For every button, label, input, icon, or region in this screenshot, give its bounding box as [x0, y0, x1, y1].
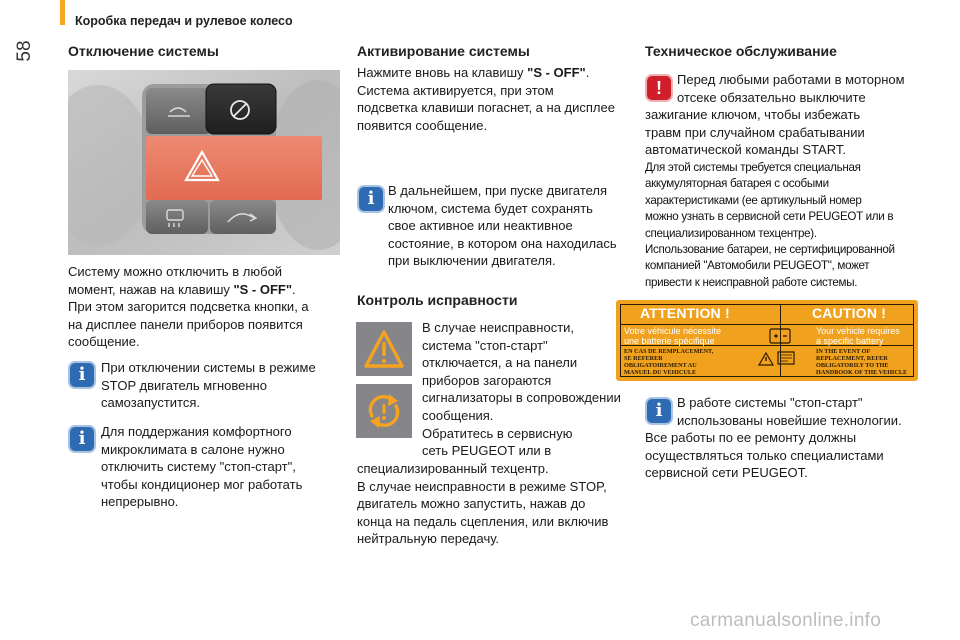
text-line: компанией "Автомобили PEUGEOT", может — [645, 259, 870, 273]
info-note-climate — [101, 423, 302, 511]
maintenance-warning-full — [645, 106, 865, 159]
warning-triangle-icon — [356, 322, 412, 376]
text-line: осуществляться только специалистами — [645, 447, 884, 463]
text-line: характеристиками (ее артикульный номер — [645, 193, 862, 207]
info-icon: i — [68, 361, 96, 389]
text-line: свое активное или неактивное — [388, 218, 573, 234]
text-line: травм при случайном срабатывании — [645, 124, 865, 140]
battery-warning-sticker — [616, 300, 918, 381]
text-line: Для поддержания комфортного — [101, 424, 292, 439]
sticker-en-lead: Your vehicle requires a specific battery — [816, 326, 900, 346]
text-line: аккумуляторная батарея с особыми — [645, 177, 829, 191]
text-line: STOP двигатель мгновенно — [101, 377, 267, 393]
text-line: В случае неисправности, — [422, 320, 575, 335]
text-line: можно узнать в сервисной сети PEUGEOT или в — [645, 210, 894, 224]
text-line: Использование батареи, не сертифицированной — [645, 243, 895, 257]
sticker-en-fine: IN THE EVENT OF REPLACEMENT, REFER OBLIGATORILY TO THE HANDBOOK OF THE VEHICLE — [816, 348, 908, 376]
text-line: Нажмите вновь на клавишу "S - OFF". — [357, 65, 590, 80]
text-line: отключается, а на панели — [422, 355, 578, 371]
text-line: момент, нажав на клавишу "S - OFF". — [68, 281, 296, 297]
text-line: В работе системы "стоп-старт" — [677, 395, 863, 410]
text-line: автоматической команды START. — [645, 142, 846, 158]
text-line: Перед любыми работами в моторном — [677, 72, 905, 87]
page-number: 58 — [14, 40, 35, 62]
info-icon: i — [68, 425, 96, 453]
disable-paragraph — [68, 263, 309, 351]
text-line: сигнализаторы в сопровождении — [422, 390, 621, 406]
info-note-key-start — [388, 182, 617, 270]
info-note-auto-restart — [101, 359, 316, 412]
text-line: специализированный техцентр. — [357, 461, 549, 476]
warning-triangle-tile — [356, 322, 412, 376]
technology-note-indented — [677, 394, 902, 429]
battery-pictogram-icon — [756, 327, 804, 373]
text-line: Систему можно отключить в любой — [68, 264, 283, 279]
heading-activate-system: Активирование системы — [357, 43, 530, 59]
fault-paragraph-full — [357, 460, 608, 548]
text-line: отсеке обязательно выключите — [677, 89, 866, 105]
key-label: "S - OFF" — [233, 281, 293, 297]
text-line: состояние, в котором она находилась — [388, 235, 617, 251]
section-accent-bar — [60, 0, 65, 25]
text-line: Все работы по ее ремонту должны — [645, 430, 857, 445]
key-label: "S - OFF" — [527, 65, 586, 80]
text-line: В случае неисправности в режиме STOP, — [357, 478, 607, 494]
text-line: приборов загораются — [422, 372, 552, 388]
text-line: система "стоп-старт" — [422, 337, 548, 353]
text-line: сообщения. — [422, 407, 494, 423]
text-line: при выключении двигателя. — [388, 253, 556, 269]
text-line: конца на педаль сцепления, или включив — [357, 513, 609, 529]
text-line: использованы новейшие технологии. — [677, 412, 902, 428]
sticker-fr-fine: EN CAS DE REMPLACEMENT, SE REFERER OBLIGATOIREMENT AU MANUEL DU VEHICULE — [624, 348, 714, 376]
text-line: сеть PEUGEOT или в — [422, 443, 552, 459]
info-icon: i — [645, 397, 673, 425]
activate-paragraph — [357, 64, 615, 134]
stop-start-fault-icon — [356, 384, 412, 438]
sticker-attention: ATTENTION ! — [640, 305, 730, 321]
text-line: При этом загорится подсветка кнопки, а — [68, 299, 309, 315]
info-icon: i — [357, 185, 385, 213]
text-line: подсветка клавиши погаснет, а на дисплее — [357, 100, 615, 116]
text-line: непрерывно. — [101, 494, 179, 510]
stop-start-fault-tile — [356, 384, 412, 438]
warning-icon: ! — [645, 74, 673, 102]
text-line: микроклимата в салоне нужно — [101, 441, 285, 457]
sticker-fr-lead: Votre véhicule nécessite une batterie spécifique — [624, 326, 722, 346]
fault-paragraph-indented — [422, 319, 621, 460]
text-line: самозапустится. — [101, 395, 201, 411]
heading-disable-system: Отключение системы — [68, 43, 219, 59]
text-line: на дисплее панели приборов появится — [68, 316, 303, 332]
text-line: отключить систему "стоп-старт", — [101, 459, 296, 475]
text-line: Для этой системы требуется специальная — [645, 161, 861, 174]
text-line: зажигание ключом, чтобы избежать — [645, 107, 861, 122]
text-line: привести к неисправной работе системы. — [645, 275, 858, 289]
dashboard-buttons-photo — [68, 70, 340, 255]
text-line: специализированном техцентре). — [645, 226, 817, 240]
text-line: сервисной сети PEUGEOT. — [645, 465, 808, 481]
text-line: Система активируется, при этом — [357, 82, 554, 98]
text-line: двигатель можно запустить, нажав до — [357, 496, 586, 512]
text-line: сообщение. — [68, 334, 140, 350]
section-title: Коробка передач и рулевое колесо — [75, 14, 293, 28]
sticker-caution: CAUTION ! — [812, 305, 887, 321]
heading-maintenance: Техническое обслуживание — [645, 43, 837, 59]
text-line: В дальнейшем, при пуске двигателя — [388, 183, 608, 198]
battery-requirements-text — [645, 160, 895, 291]
maintenance-warning-indented — [677, 71, 905, 106]
text-line: чтобы кондиционер мог работать — [101, 476, 303, 492]
text-line: При отключении системы в режиме — [101, 360, 316, 375]
text-line: появится сообщение. — [357, 117, 488, 133]
watermark: carmanualsonline.info — [690, 610, 882, 631]
text-line: ключом, система будет сохранять — [388, 200, 593, 216]
text-line: Обратитесь в сервисную — [422, 425, 573, 441]
text-line: нейтральную передачу. — [357, 531, 500, 547]
heading-fault-control: Контроль исправности — [357, 292, 518, 308]
dashboard-buttons-illustration — [68, 70, 340, 255]
technology-note-full — [645, 429, 884, 482]
